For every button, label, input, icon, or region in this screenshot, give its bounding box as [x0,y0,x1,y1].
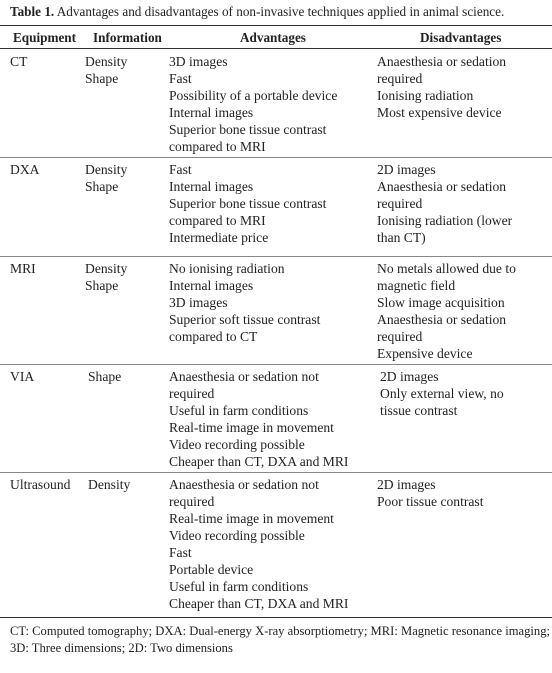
advantages-line: No ionising radiation [169,261,285,276]
equipment-name: VIA [10,369,35,384]
advantages-line: Anaesthesia or sedation not [169,477,319,492]
advantages-line: Fast [169,71,192,86]
advantages-line: Cheaper than CT, DXA and MRI [169,454,349,469]
table-caption [10,3,550,20]
equipment-name: DXA [10,162,40,177]
equipment-cell [10,161,39,178]
advantages-cell [169,161,326,246]
information-line: Shape [85,278,119,293]
table-top-rule [0,25,552,26]
row-divider [0,472,552,473]
disadvantages-line: Only external view, no [380,386,504,401]
advantages-cell [169,368,348,470]
information-cell [88,368,121,385]
disadvantages-line: Most expensive device [377,105,502,120]
advantages-line: 3D images [169,295,228,310]
equipment-name: Ultrasound [10,477,71,492]
disadvantages-cell [377,161,512,246]
disadvantages-line: tissue contrast [380,403,458,418]
information-line: Density [85,54,128,69]
disadvantages-cell [377,476,483,510]
advantages-line: Useful in farm conditions [169,403,309,418]
disadvantages-line: required [377,196,423,211]
advantages-line: Portable device [169,562,254,577]
advantages-line: Internal images [169,278,254,293]
advantages-line: compared to MRI [169,213,266,228]
information-cell [85,161,127,195]
disadvantages-line: No metals allowed due to [377,261,516,276]
equipment-cell [10,476,70,493]
advantages-line: Superior soft tissue contrast [169,312,321,327]
header-rule [0,48,552,49]
equipment-name: MRI [10,261,36,276]
equipment-cell [10,260,36,277]
header-equipment: Equipment [13,30,77,45]
information-line: Density [85,162,128,177]
disadvantages-line: Anaesthesia or sedation [377,312,507,327]
advantages-line: Anaesthesia or sedation not [169,369,319,384]
disadvantages-line: required [377,329,423,344]
disadvantages-line: Ionising radiation (lower [377,213,513,228]
advantages-line: Real-time image in movement [169,511,334,526]
disadvantages-cell [377,260,516,362]
information-cell [85,260,127,294]
information-line: Shape [88,369,122,384]
advantages-line: compared to MRI [169,139,266,154]
equipment-name: CT [10,54,28,69]
disadvantages-line: magnetic field [377,278,456,293]
disadvantages-cell [380,368,504,419]
row-divider [0,157,552,158]
advantages-line: Superior bone tissue contrast [169,122,327,137]
information-line: Shape [85,179,119,194]
disadvantages-line: Ionising radiation [377,88,474,103]
information-line: Density [88,477,131,492]
information-cell [88,476,130,493]
advantages-line: Useful in farm conditions [169,579,309,594]
advantages-line: compared to CT [169,329,258,344]
advantages-line: Fast [169,162,192,177]
disadvantages-line: Anaesthesia or sedation [377,179,507,194]
row-divider [0,256,552,257]
disadvantages-line: 2D images [377,162,436,177]
row-divider [0,364,552,365]
table-caption-label: Table 1. [10,4,55,19]
information-cell [85,53,127,87]
advantages-line: Internal images [169,179,254,194]
table-footnote: CT: Computed tomography; DXA: Dual-energy X-ray absorptiometry; MRI: Magnetic resonance imaging; 3D: Three dimensions; 2D: Two dimensions [10,624,550,655]
disadvantages-line: 2D images [380,369,439,384]
header-disadvantages: Disadvantages [420,30,502,45]
disadvantages-cell [377,53,506,121]
advantages-cell [169,476,348,612]
advantages-line: Possibility of a portable device [169,88,338,103]
advantages-line: 3D images [169,54,228,69]
disadvantages-line: Poor tissue contrast [377,494,484,509]
disadvantages-line: than CT) [377,230,426,245]
disadvantages-line: Expensive device [377,346,473,361]
advantages-cell [169,53,337,155]
advantages-line: Video recording possible [169,437,305,452]
header-advantages: Advantages [240,30,306,45]
table-bottom-rule [0,617,552,618]
advantages-line: Fast [169,545,192,560]
information-line: Shape [85,71,119,86]
equipment-cell [10,368,34,385]
disadvantages-line: Anaesthesia or sedation [377,54,507,69]
disadvantages-line: 2D images [377,477,436,492]
advantages-line: Internal images [169,105,254,120]
advantages-line: Superior bone tissue contrast [169,196,327,211]
advantages-line: Real-time image in movement [169,420,334,435]
header-information: Information [93,30,162,45]
information-line: Density [85,261,128,276]
equipment-cell [10,53,27,70]
disadvantages-line: required [377,71,423,86]
advantages-line: Intermediate price [169,230,269,245]
advantages-line: Video recording possible [169,528,305,543]
advantages-line: required [169,494,215,509]
advantages-line: required [169,386,215,401]
table-caption-text: Advantages and disadvantages of non-invasive techniques applied in animal science. [54,4,505,19]
advantages-cell [169,260,320,345]
disadvantages-line: Slow image acquisition [377,295,505,310]
advantages-line: Cheaper than CT, DXA and MRI [169,596,349,611]
